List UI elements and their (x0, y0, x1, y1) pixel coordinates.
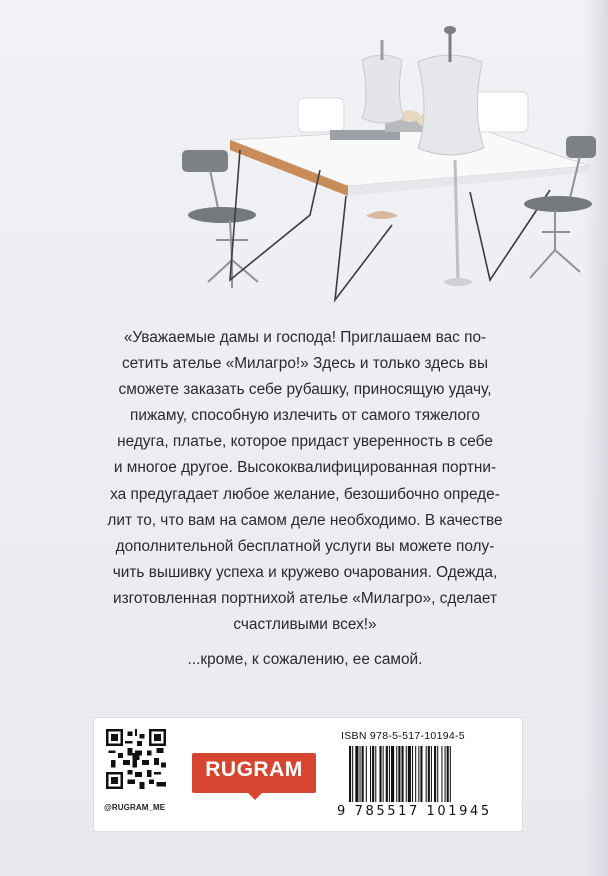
blurb-line: ха предугадает любое желание, безошибочно опреде- (110, 485, 500, 503)
blurb-line: лит то, что вам на самом деле необходимо. В качестве (107, 511, 503, 529)
isbn-text: ISBN 978-5-517-10194-5 (341, 730, 465, 742)
blurb-line: сетить ателье «Милагро!» Здесь и только здесь вы (121, 355, 489, 373)
blurb-line: пижаму, способную излечить от самого тяжелого (130, 407, 480, 425)
work-table (230, 126, 590, 300)
atelier-illustration (170, 20, 600, 320)
blurb-line: чить вышивку успеха и кружево очарования. Одежда, (112, 563, 498, 581)
barcode-icon (347, 746, 507, 802)
blurb-line: изготовленная портнихой ателье «Милагро», сделает (112, 589, 498, 607)
blurb-line: недуга, платье, которое придаст уверенность в себе (117, 433, 493, 451)
publisher-logo (192, 753, 316, 793)
qr-caption: @RUGRAM_ME (104, 803, 166, 812)
blurb-line: сможете заказать себе рубашку, приносящую удачу, (118, 381, 492, 399)
publisher-logo-text: RUGRAM (205, 758, 303, 781)
blurb-line: и многое другое. Высококвалифицированная портни- (113, 459, 497, 477)
publisher-info-panel (93, 717, 523, 832)
barcode-digits: 9 785517 101945 (337, 804, 492, 819)
wooden-hanger (366, 211, 398, 219)
blurb-line: дополнительной бесплатной услуги вы можете полу- (115, 537, 495, 555)
book-blurb (70, 325, 540, 638)
blurb-line: счастливыми всех!» (233, 616, 377, 634)
blurb-line: «Уважаемые дамы и господа! Приглашаем вас по- (123, 329, 487, 346)
qr-code-icon[interactable] (106, 729, 166, 789)
tagline: ...кроме, к сожалению, ее самой. (187, 651, 423, 668)
